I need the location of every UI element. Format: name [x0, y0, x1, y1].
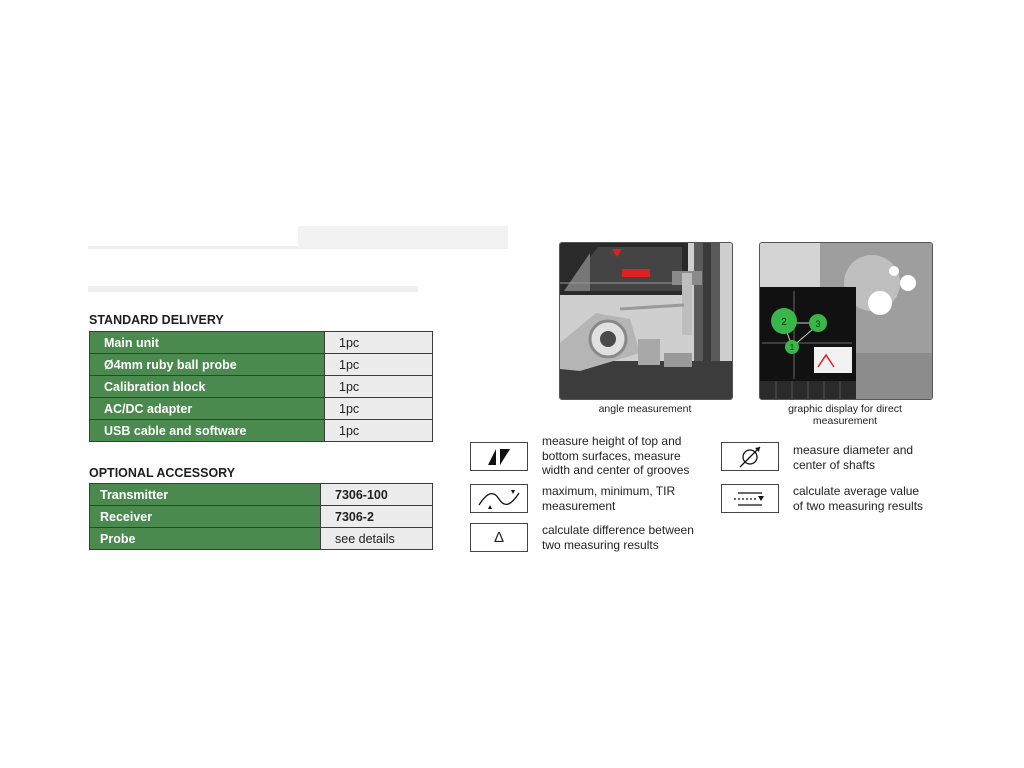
diameter-glyph — [732, 446, 768, 468]
table-row — [90, 420, 433, 442]
accessory-value: 7306-2 — [321, 506, 433, 528]
delivery-qty: 1pc — [325, 420, 433, 442]
feature-text-line: calculate difference between — [542, 523, 694, 537]
accessory-item: Receiver — [90, 506, 321, 528]
diameter-icon — [721, 442, 779, 471]
faded-background-graphic — [88, 226, 538, 301]
delivery-item: Ø4mm ruby ball probe — [90, 354, 325, 376]
optional-accessory-table — [89, 483, 433, 550]
average-glyph — [730, 488, 770, 510]
standard-delivery-table — [89, 331, 433, 442]
wave-tir-icon — [470, 484, 528, 513]
table-row — [90, 528, 433, 550]
table-row — [90, 332, 433, 354]
delivery-qty: 1pc — [325, 398, 433, 420]
svg-text:3: 3 — [815, 319, 821, 329]
delta-symbol: Δ — [493, 529, 505, 546]
feature-text-line: two measuring results — [542, 537, 659, 552]
accessory-item: Probe — [90, 528, 321, 550]
graphic-display-illustration — [760, 243, 932, 399]
feature-height-text — [542, 434, 689, 478]
feature-average-text — [793, 484, 923, 513]
delivery-item: Main unit — [90, 332, 325, 354]
angle-measurement-illustration — [560, 243, 732, 399]
accessory-value: see details — [321, 528, 433, 550]
table-row — [90, 484, 433, 506]
graphic-display-caption-line1: graphic display for direct — [788, 403, 902, 415]
angle-measurement-caption: angle measurement — [598, 403, 692, 415]
feature-text-line: calculate average value — [793, 484, 920, 498]
feature-text-line: of two measuring results — [793, 498, 924, 513]
faded-graphic-svg — [88, 226, 538, 301]
table-row — [90, 354, 433, 376]
feature-text-line: measurement — [542, 498, 616, 513]
delivery-item: AC/DC adapter — [90, 398, 325, 420]
feature-tir-text — [542, 484, 675, 513]
feature-text-line: bottom surfaces, measure — [542, 448, 681, 463]
table-row — [90, 376, 433, 398]
feature-text-line: measure height of top and — [542, 434, 682, 448]
accessory-value: 7306-100 — [321, 484, 433, 506]
feature-difference-text — [542, 523, 694, 552]
graphic-display-caption-line2: measurement — [812, 415, 878, 427]
feature-text-line: center of shafts — [793, 457, 876, 472]
graphic-display-caption — [759, 403, 931, 427]
feature-text-line: measure diameter and — [793, 443, 914, 457]
standard-delivery-title: STANDARD DELIVERY — [89, 313, 224, 327]
delivery-item: Calibration block — [90, 376, 325, 398]
delta-icon — [470, 523, 528, 552]
delivery-qty: 1pc — [325, 354, 433, 376]
table-row — [90, 506, 433, 528]
optional-accessory-title: OPTIONAL ACCESSORY — [89, 466, 236, 480]
feature-text-line: maximum, minimum, TIR — [542, 484, 676, 498]
svg-text:1: 1 — [789, 343, 795, 352]
delivery-item: USB cable and software — [90, 420, 325, 442]
svg-text:2: 2 — [781, 317, 787, 328]
graphic-display-photo — [759, 242, 933, 400]
feature-text-line: width and center of grooves — [542, 463, 690, 477]
accessory-item: Transmitter — [90, 484, 321, 506]
average-icon — [721, 484, 779, 513]
delivery-qty: 1pc — [325, 332, 433, 354]
feature-diameter-text — [793, 443, 913, 472]
delivery-qty: 1pc — [325, 376, 433, 398]
height-groove-icon — [470, 442, 528, 471]
height-groove-glyph — [484, 447, 514, 467]
wave-tir-glyph — [476, 487, 522, 511]
angle-measurement-photo — [559, 242, 733, 400]
table-row — [90, 398, 433, 420]
